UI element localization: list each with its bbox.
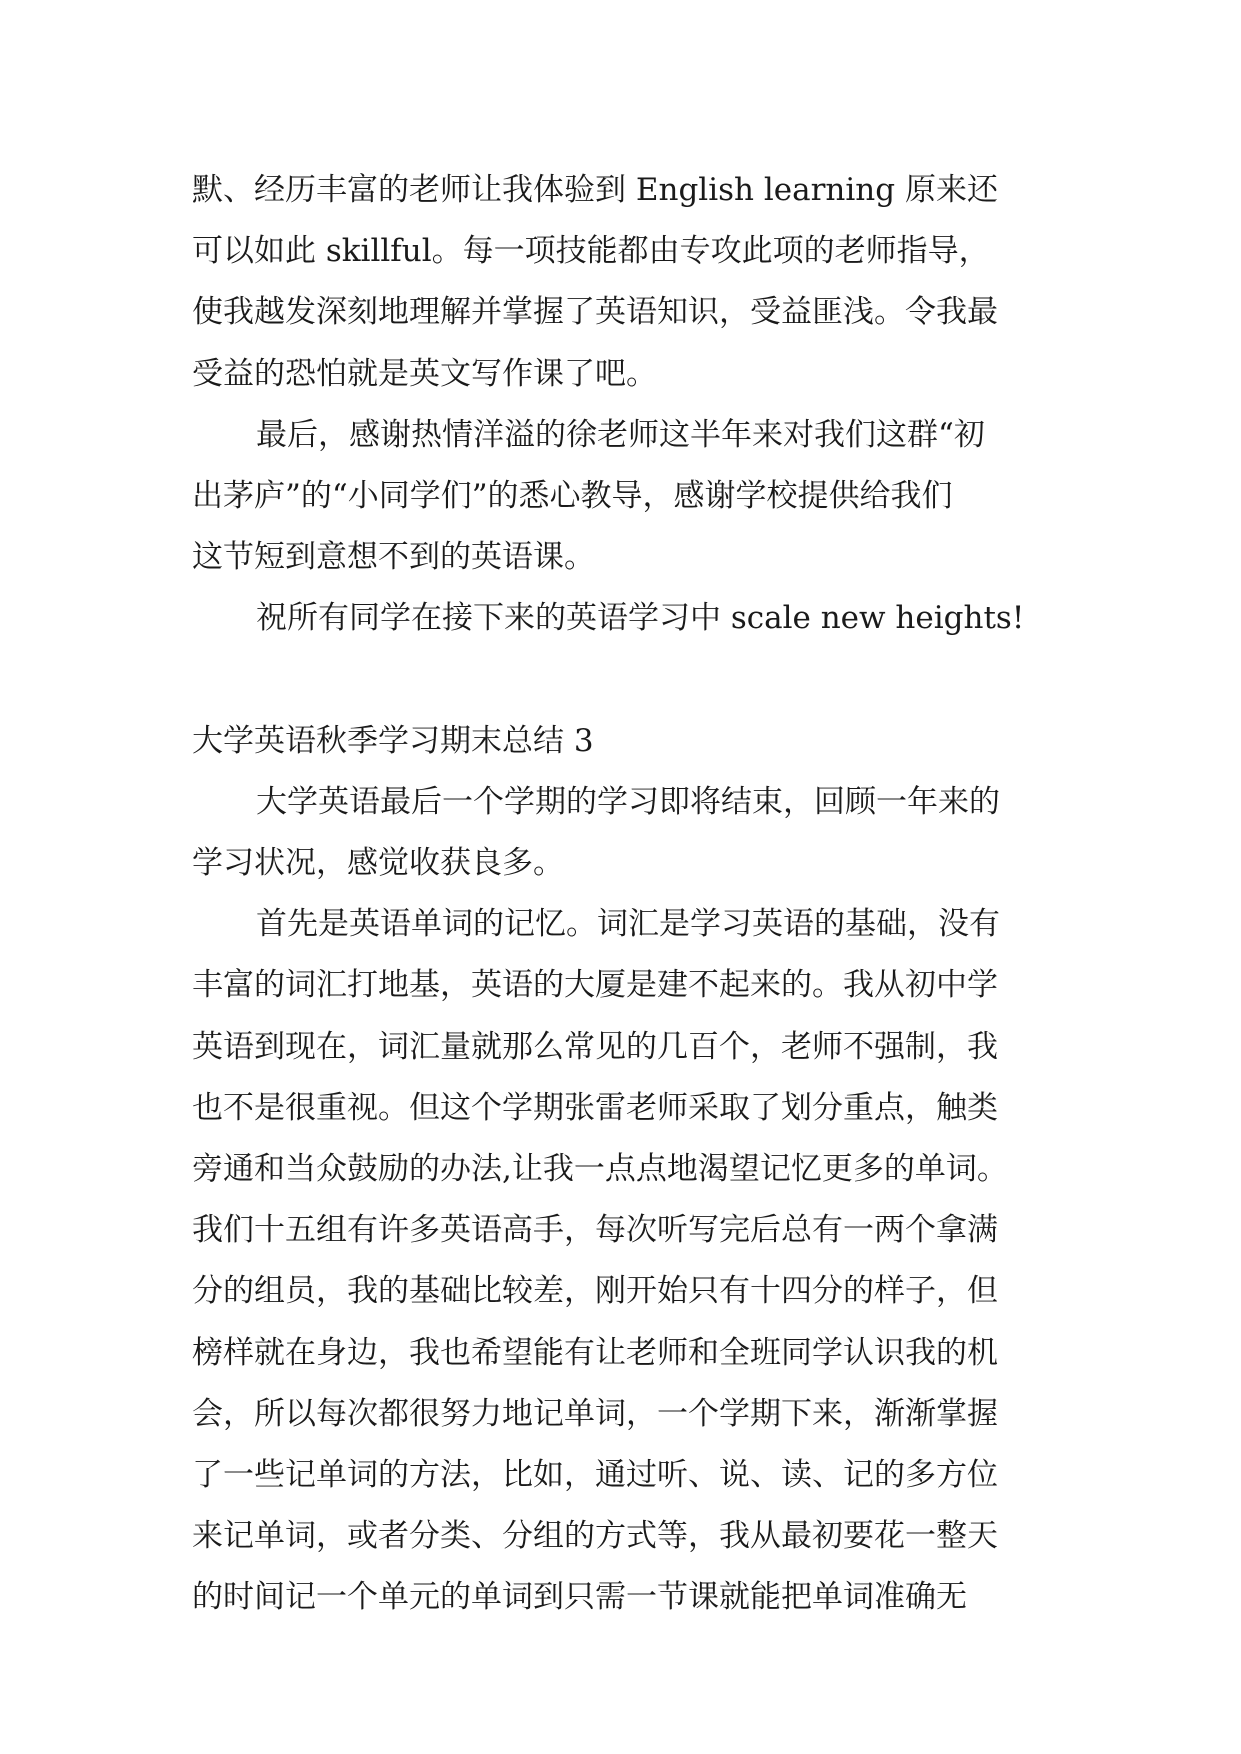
text-line: 最后，感谢热情洋溢的徐老师这半年来对我们这群“初: [256, 416, 985, 453]
document-body: [192, 160, 1072, 1629]
text-line: 分的组员，我的基础比较差，刚开始只有十四分的样子，但: [192, 1273, 998, 1310]
text-line: 丰富的词汇打地基，英语的大厦是建不起来的。我从初中学: [192, 967, 998, 1004]
paragraph: [192, 160, 1072, 405]
text-line: 默、经历丰富的老师让我体验到 English learning 原来还: [192, 172, 998, 208]
text-line: 英语到现在，词汇量就那么常见的几百个，老师不强制，我: [192, 1028, 998, 1065]
text-line: 来记单词，或者分类、分组的方式等，我从最初要花一整天: [192, 1518, 998, 1555]
text-line: 祝所有同学在接下来的英语学习中 scale new heights!: [256, 600, 1025, 637]
text-line: 的时间记一个单元的单词到只需一节课就能把单词准确无: [192, 1579, 967, 1616]
text-line: 了一些记单词的方法，比如，通过听、说、读、记的多方位: [192, 1456, 998, 1493]
paragraph: [192, 588, 1072, 649]
text-line: 榜样就在身边，我也希望能有让老师和全班同学认识我的机: [192, 1334, 998, 1371]
text-line: 也不是很重视。但这个学期张雷老师采取了划分重点，触类: [192, 1089, 998, 1126]
text-line: 这节短到意想不到的英语课。: [192, 539, 595, 576]
text-line: 学习状况，感觉收获良多。: [192, 845, 564, 882]
paragraph: [192, 405, 1072, 589]
section-spacer: [192, 650, 1072, 711]
text-line: 使我越发深刻地理解并掌握了英语知识，受益匪浅。令我最: [192, 294, 998, 331]
text-line: 出茅庐”的“小同学们”的悉心教导，感谢学校提供给我们: [192, 477, 953, 514]
text-line: 大学英语最后一个学期的学习即将结束，回顾一年来的: [256, 783, 1000, 820]
section-heading: 大学英语秋季学习期末总结 3: [192, 722, 594, 759]
text-line: 首先是英语单词的记忆。词汇是学习英语的基础，没有: [256, 906, 1000, 943]
text-line: 会，所以每次都很努力地记单词，一个学期下来，渐渐掌握: [192, 1395, 998, 1432]
paragraph: [192, 772, 1072, 894]
text-line: 我们十五组有许多英语高手，每次听写完后总有一两个拿满: [192, 1212, 998, 1249]
text-line: 可以如此 skillful。每一项技能都由专攻此项的老师指导，: [192, 233, 990, 270]
paragraph: [192, 894, 1072, 1628]
text-line: 受益的恐怕就是英文写作课了吧。: [192, 355, 657, 392]
text-line: 旁通和当众鼓励的办法,让我一点点地渴望记忆更多的单词。: [192, 1151, 1008, 1187]
